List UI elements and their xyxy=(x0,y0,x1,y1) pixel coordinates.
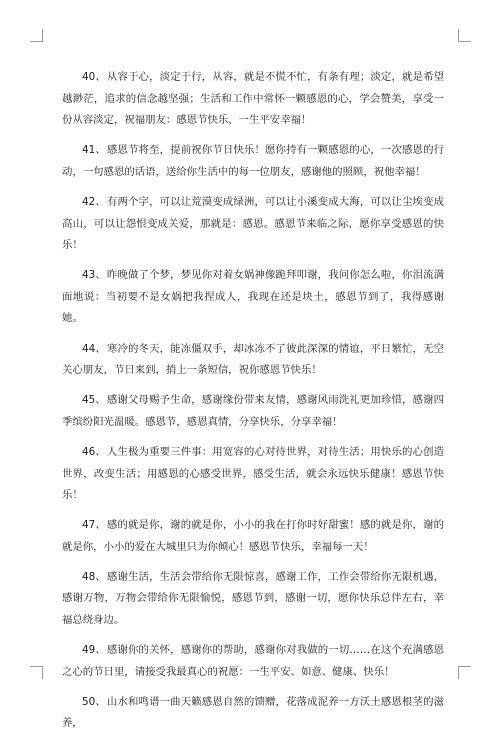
paragraph-46 xyxy=(62,442,444,507)
paragraph-number: 47、 xyxy=(82,519,106,532)
paragraph-number: 49、 xyxy=(82,644,106,657)
paragraph-42 xyxy=(62,192,444,257)
paragraph-number: 46、 xyxy=(82,445,106,458)
paragraph-43 xyxy=(62,265,444,330)
paragraph-text: 感谢父母赐予生命，感谢缘份带来友情，感谢风雨洗礼更加珍惜，感谢四季缤纷阳光温暖。感恩节，感恩真情，分享快乐，分享幸福！ xyxy=(62,394,444,428)
paragraph-text: 从容于心，淡定于行，从容，就是不慌不忙，有条有理；淡定，就是希望越渺茫，追求的信念越坚强；生活和工作中常怀一颗感恩的心，学会赞美，享受一份从容淡定，祝福朋友：感恩节快乐，一生平安幸福！ xyxy=(62,71,444,127)
paragraph-text: 山水和鸣谱一曲天籁感恩自然的馈赠，花落成泥养一方沃土感恩根茎的滋养， xyxy=(62,695,444,730)
paragraph-49 xyxy=(62,640,444,683)
paragraph-text: 感谢生活，生活会带给你无限惊喜，感谢工作，工作会带给你无限机遇，感谢万物，万物会带给你无限愉悦，感恩节到，感谢一切，愿你快乐总伴左右，幸福总绕身边。 xyxy=(62,570,444,627)
paragraph-text: 感恩节将至，提前祝你节日快乐！愿你持有一颗感恩的心，一次感恩的行动，一句感恩的话语，送给你生活中的每一位朋友，感谢他的照顾，祝他幸福！ xyxy=(62,144,444,178)
paragraph-text: 有两个字，可以让荒漠变成绿洲，可以让小溪变成大海，可以让尘埃变成高山，可以让怨恨变成关爱，那就是：感恩。感恩节来临之际，愿你享受感恩的快乐！ xyxy=(62,195,444,252)
paragraph-48 xyxy=(62,567,444,632)
paragraph-number: 50、 xyxy=(82,695,106,708)
paragraph-text: 昨晚做了个梦，梦见你对着女娲神像跪拜叩谢，我问你怎么啦，你泪流满面地说：当初要不是女娲把我捏成人，我现在还是块土，感恩节到了，我得感谢她。 xyxy=(62,269,444,325)
paragraph-number: 48、 xyxy=(82,570,106,583)
paragraph-40 xyxy=(62,67,444,132)
paragraph-text: 寒冷的冬天，能冻僵双手，却冰冻不了彼此深深的情谊，平日繁忙，无空关心朋友，节日来到，捎上一条短信，祝你感恩节快乐！ xyxy=(62,342,444,377)
paragraph-45 xyxy=(62,390,444,433)
paragraph-47 xyxy=(62,515,444,558)
paragraph-number: 45、 xyxy=(82,394,106,407)
paragraph-number: 41、 xyxy=(82,144,106,157)
paragraph-text: 人生极为重要三件事：用宽容的心对待世界，对待生活；用快乐的心创造世界，改变生活；用感恩的心感受世界，感受生活，就会永远快乐健康！感恩节快乐！ xyxy=(62,445,444,502)
crop-mark-top-right xyxy=(458,29,471,42)
crop-mark-bottom-left xyxy=(30,666,43,679)
paragraph-number: 44、 xyxy=(82,342,106,355)
paragraph-41 xyxy=(62,140,444,183)
crop-mark-top-left xyxy=(30,29,43,42)
paragraph-number: 42、 xyxy=(82,195,106,208)
paragraph-text: 感谢你的关怀，感谢你的帮助，感谢你对我做的一切……在这个充满感恩之心的节日里，请接受我最真心的祝愿：一生平安、如意、健康、快乐！ xyxy=(62,644,444,678)
paragraph-number: 43、 xyxy=(82,269,106,282)
crop-mark-bottom-right xyxy=(458,666,471,679)
paragraph-text: 感的就是你，谢的就是你，小小的我在打你时好甜蜜！感的就是你，谢的就是你，小小的爱在大城里只为你倾心！感恩节快乐，幸福每一天！ xyxy=(62,519,444,553)
document-body xyxy=(62,67,444,744)
paragraph-44 xyxy=(62,339,444,382)
paragraph-number: 40、 xyxy=(82,71,106,83)
paragraph-50 xyxy=(62,692,444,735)
